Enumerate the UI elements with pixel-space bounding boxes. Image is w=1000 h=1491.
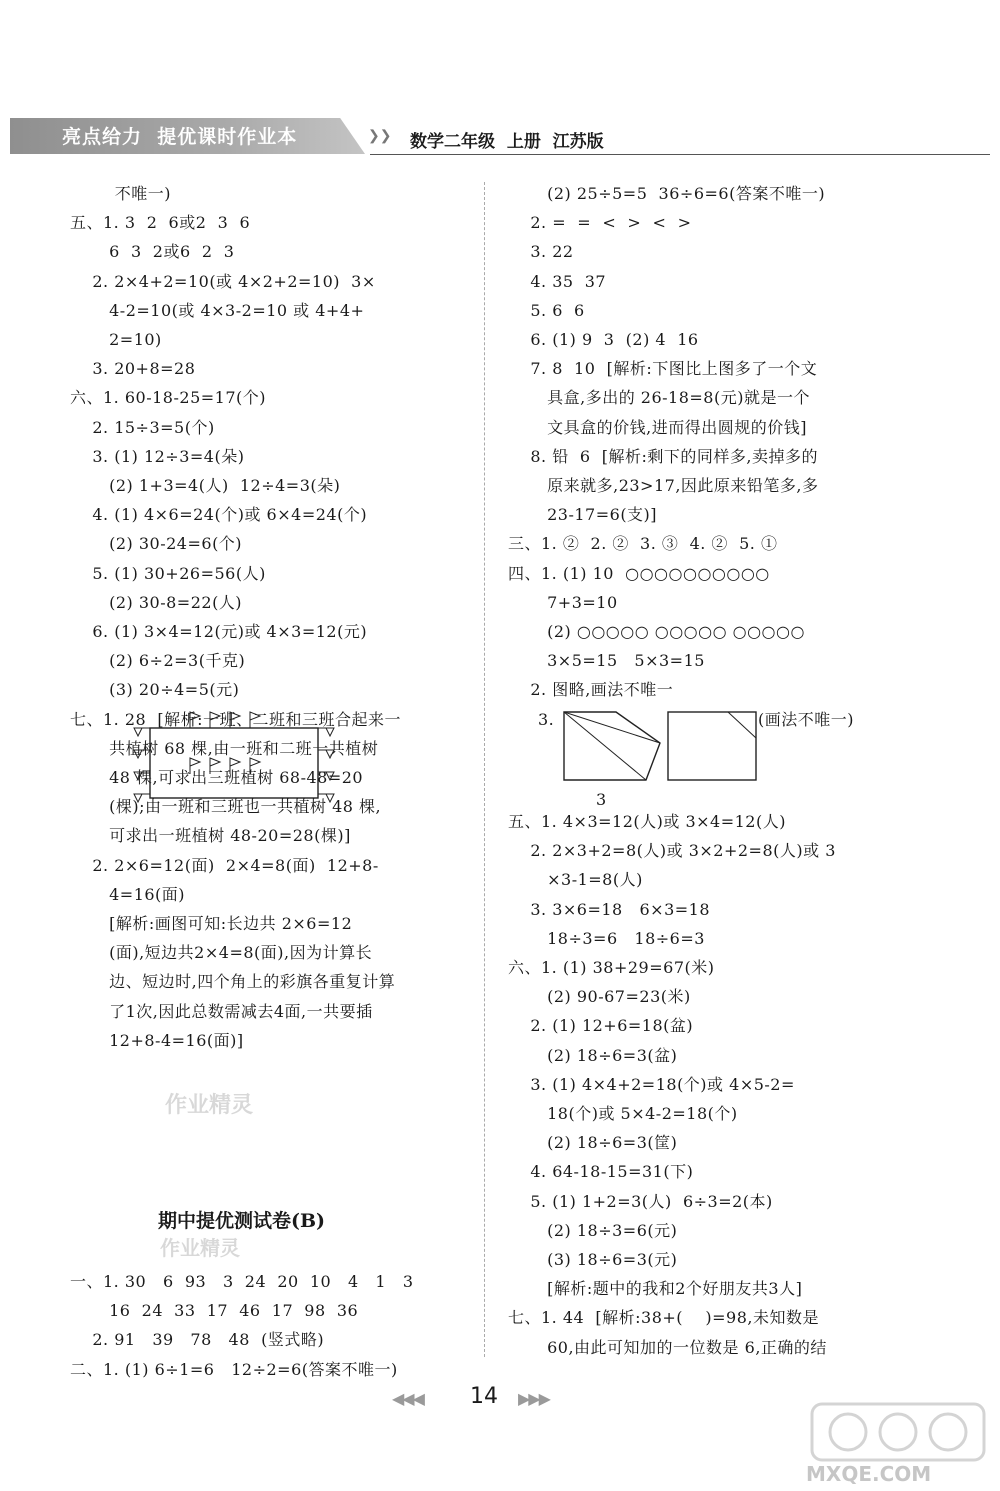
flag-icon (318, 728, 334, 736)
figure-caption: 3 (596, 790, 607, 809)
previous-arrows-icon: ◀◀◀ (392, 1389, 423, 1408)
answer-line: (2) 30-24=6(个) (70, 534, 243, 554)
brand-title: 亮点给力 提优课时作业本 (62, 126, 298, 148)
answer-line: 12+8-4=16(面)] (70, 1030, 244, 1050)
answer-line: 原来就多,23>17,因此原来铅笔多,多 (508, 476, 819, 495)
answer-line: (3) 20÷4=5(元) (70, 680, 240, 700)
flag-icon (318, 772, 334, 780)
answer-line: 16 24 33 17 46 17 98 36 (70, 1301, 359, 1321)
flag-icon (134, 794, 150, 802)
next-arrows-icon: ▶▶▶ (518, 1389, 549, 1408)
shape-cut-diagram (560, 708, 770, 790)
subject-title: 数学二年级 上册 江苏版 (410, 132, 604, 152)
answer-line: 3. (1) 4×4+2=18(个)或 4×5-2= (508, 1074, 795, 1094)
answer-line: 2. = = < > < > (508, 213, 692, 233)
answer-line: [解析:画图可知:长边共 2×6=12 (70, 914, 353, 933)
page-header (10, 118, 980, 156)
answer-line: 具盒,多出的 26-18=8(元)就是一个 (508, 388, 810, 408)
flag-icon (318, 750, 334, 758)
answer-line: 3. (1) 12÷3=4(朵) (70, 446, 245, 466)
answer-line: (2) 30-8=22(人) (70, 592, 243, 612)
figure-label: 3. (538, 710, 555, 729)
answer-line: 二、1. (1) 6÷1=6 12÷2=6(答案不唯一) (70, 1359, 398, 1379)
answer-line: 6. (1) 3×4=12(元)或 4×3=12(元) (70, 622, 368, 641)
flag-icon (210, 758, 220, 774)
answer-line: 七、1. 28 [解析:一班、二班和三班合起来一 (70, 709, 402, 729)
answer-line: 2. 15÷3=5(个) (70, 417, 215, 437)
answer-line: 一、1. 30 6 93 3 24 20 10 4 1 3 (70, 1272, 414, 1291)
answer-line: (2) 1+3=4(人) 12÷4=3(朵) (70, 476, 341, 495)
flag-icon (230, 758, 240, 774)
answer-line: 4. 35 37 (508, 271, 607, 291)
answer-line: 2. 2×4+2=10(或 4×2+2=10) 3× (70, 271, 376, 291)
answer-line: (2) 18÷3=6(元) (508, 1220, 678, 1240)
answer-line: 4=16(面) (70, 884, 186, 904)
watermark-url: MXQE.COM (806, 1462, 932, 1486)
answer-line: (2) 18÷6=3(盆) (508, 1045, 678, 1065)
answer-line: 6 3 2或6 2 3 (70, 242, 235, 262)
answer-line: 8. 铅 6 [解析:剩下的同样多,卖掉多的 (508, 446, 818, 466)
answer-line: 2. 2×3+2=8(人)或 3×2+2=8(人)或 3 (508, 841, 836, 861)
answer-line: [解析:题中的我和2个好朋友共3人] (508, 1279, 803, 1299)
chevron-icon: ❯❯ (368, 128, 392, 144)
flag-icon (210, 712, 220, 728)
answer-line: 2. 2×6=12(面) 2×4=8(面) 12+8- (70, 855, 379, 875)
answer-line: 18÷3=6 18÷6=3 (508, 928, 705, 948)
answer-line: 2. 图略,画法不唯一 (508, 680, 674, 700)
answer-line: 四、1. (1) 10 ○○○○○○○○○○ (508, 563, 770, 583)
answer-line: 5. (1) 1+2=3(人) 6÷3=2(本) (508, 1191, 773, 1211)
answer-line: 2. 91 39 78 48 (竖式略) (70, 1330, 325, 1350)
header-rule (370, 154, 990, 155)
answer-line: (2) 6÷2=3(千克) (70, 651, 246, 671)
stamp-watermark: 作业精灵 (165, 1092, 254, 1118)
answer-line: 7+3=10 (508, 592, 618, 612)
answer-line: 2=10) (70, 330, 162, 349)
answer-line: 3×5=15 5×3=15 (508, 651, 705, 671)
flag-icon (230, 712, 240, 728)
answer-line: ×3-1=8(人) (508, 870, 643, 890)
answer-line: 23-17=6(支)] (508, 505, 658, 525)
answer-line: 七、1. 44 [解析:38+( )=98,未知数是 (508, 1308, 819, 1328)
answer-line: 4. 64-18-15=31(下) (508, 1162, 694, 1182)
section-title: 期中提优测试卷(B) (158, 1210, 326, 1232)
figure-note: (画法不唯一) (758, 710, 854, 729)
answer-line: 不唯一) (70, 184, 171, 203)
page-number: 14 (470, 1384, 498, 1409)
flag-icon (134, 750, 150, 758)
answer-line: (2) 90-67=23(米) (508, 987, 691, 1007)
answer-line: 了1次,因此总数需减去4面,一共要插 (70, 1001, 373, 1021)
answer-line: 60,由此可知加的一位数是 6,正确的结 (508, 1337, 827, 1357)
answer-line: 3. 3×6=18 6×3=18 (508, 899, 711, 919)
answer-line: 7. 8 10 [解析:下图比上图多了一个文 (508, 359, 818, 379)
answer-line: 三、1. ② 2. ② 3. ③ 4. ② 5. ① (508, 534, 778, 554)
answer-line: 6. (1) 9 3 (2) 4 16 (508, 330, 699, 349)
answer-line: 2. (1) 12+6=18(盆) (508, 1016, 694, 1036)
flag-icon (190, 712, 200, 728)
answer-line: (面),短边共2×4=8(面),因为计算长 (70, 943, 373, 963)
answer-line: (3) 18÷6=3(元) (508, 1250, 678, 1269)
answer-line: 5. 6 6 (508, 300, 585, 320)
flag-icon (318, 794, 334, 802)
answer-line: 5. (1) 30+26=56(人) (70, 563, 266, 583)
answer-line: 六、1. 60-18-25=17(个) (70, 388, 266, 408)
answer-line: 文具盒的价钱,进而得出圆规的价钱] (508, 417, 807, 437)
flag-icon (134, 728, 150, 736)
flag-icon (250, 758, 260, 774)
column-divider (484, 182, 485, 1357)
answer-line: 3. 22 (508, 242, 574, 262)
answer-line: (2) 25÷5=5 36÷6=6(答案不唯一) (508, 184, 826, 203)
flag-rectangle-diagram (120, 698, 360, 810)
answer-line: (2) 18÷6=3(筐) (508, 1133, 678, 1153)
answer-line: (棵);由一班和三班也一共植树 48 棵, (70, 797, 382, 817)
answer-line: 可求出一班植树 48-20=28(棵)] (70, 826, 351, 846)
answer-line: 4-2=10(或 4×3-2=10 或 4+4+ (70, 300, 365, 320)
answer-line: 3. 20+8=28 (70, 359, 196, 379)
answer-line: 共植树 68 棵,由一班和二班一共植树 (70, 738, 379, 758)
flag-icon (250, 712, 260, 728)
answer-line: 边、短边时,四个角上的彩旗各重复计算 (70, 972, 396, 992)
answer-line: 五、1. 3 2 6或2 3 6 (70, 213, 251, 233)
answer-line: (2) ○○○○○ ○○○○○ ○○○○○ (508, 622, 805, 641)
answer-line: 48 棵,可求出三班植树 68-48=20 (70, 768, 364, 787)
flag-icon (190, 758, 200, 774)
flag-icon (134, 772, 150, 780)
stamp-watermark-2: 作业精灵 (160, 1236, 240, 1260)
answer-line: 18(个)或 5×4-2=18(个) (508, 1104, 738, 1123)
answer-line: 4. (1) 4×6=24(个)或 6×4=24(个) (70, 505, 368, 525)
answer-line: 五、1. 4×3=12(人)或 3×4=12(人) (508, 812, 786, 831)
answer-line: 六、1. (1) 38+29=67(米) (508, 958, 715, 977)
